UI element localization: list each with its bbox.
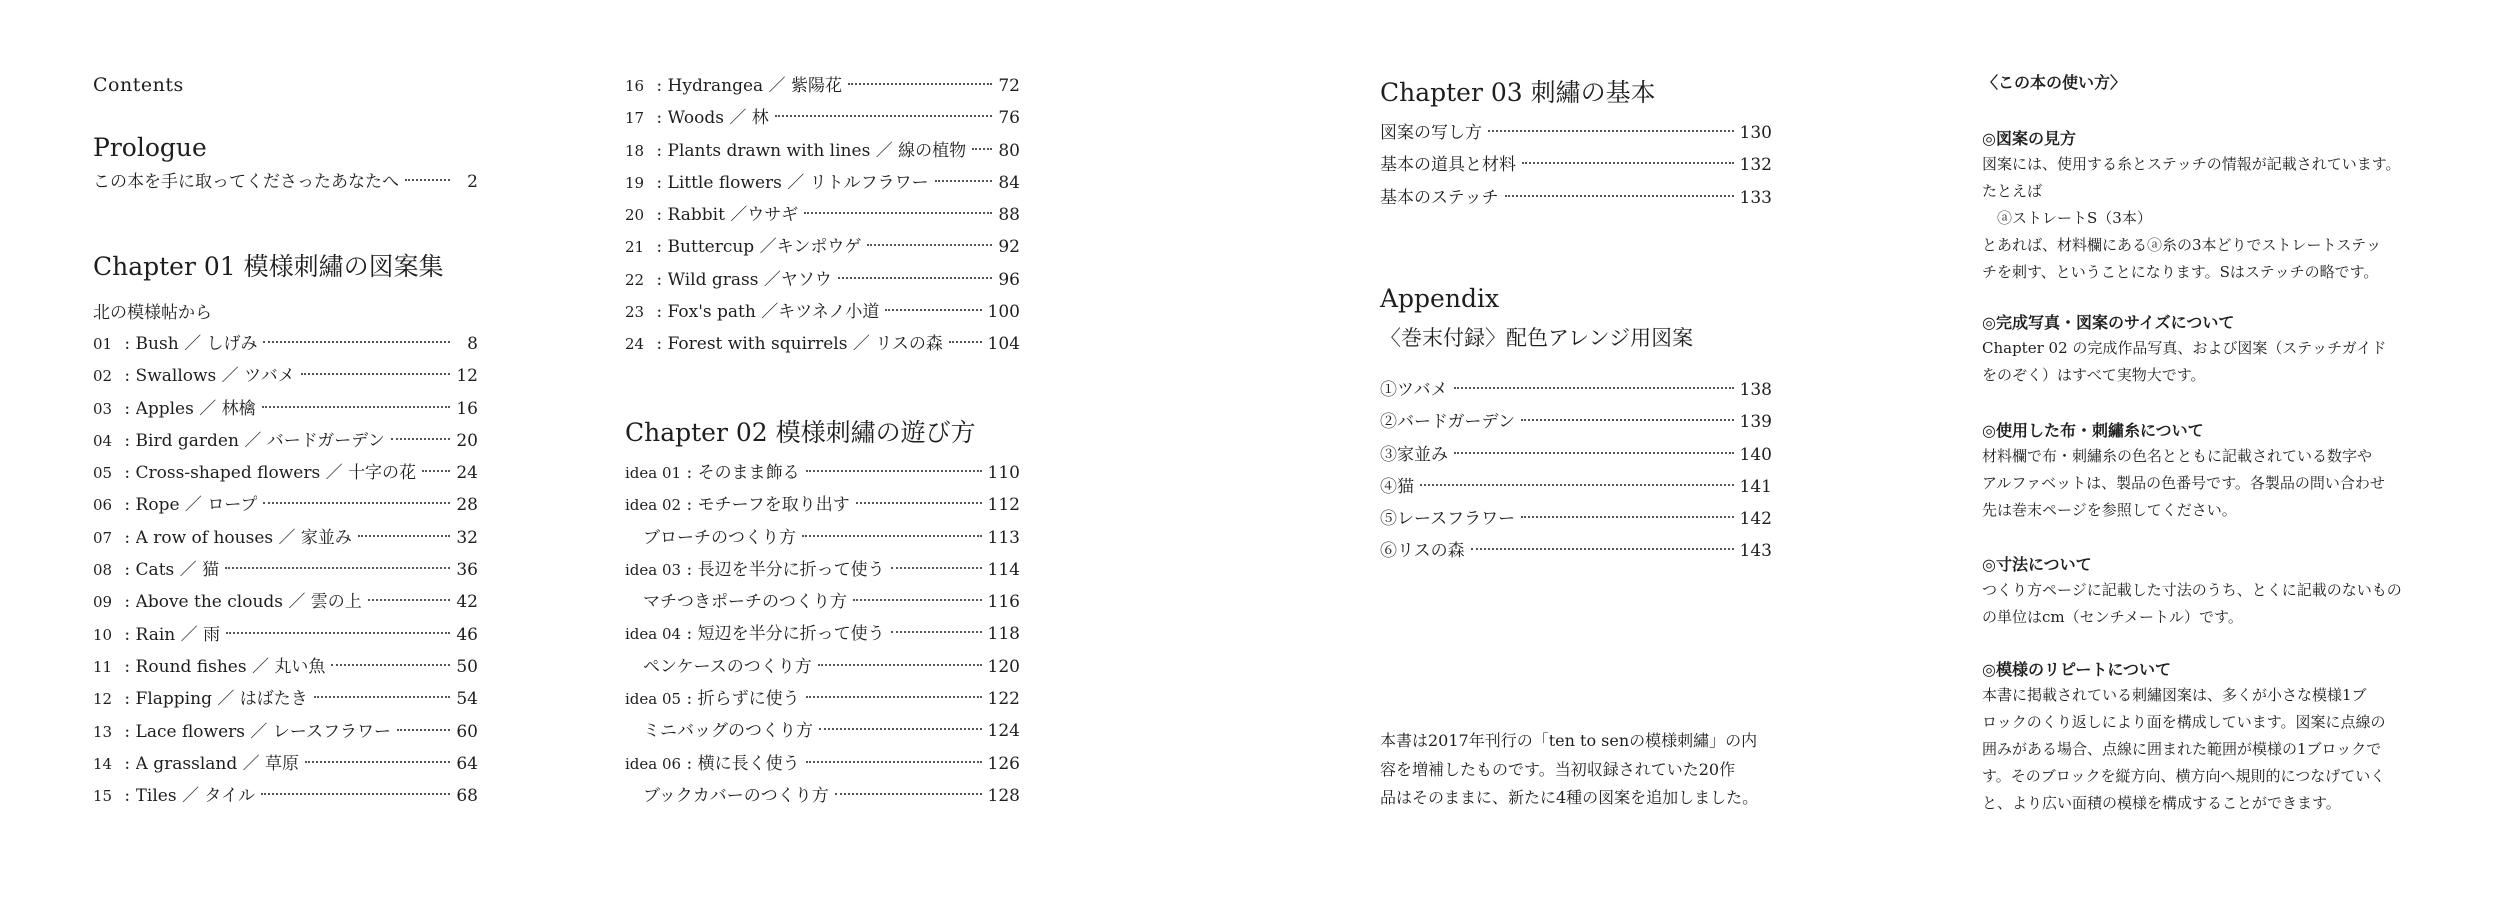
dot-leader	[972, 148, 992, 150]
body-line: つくり方ページに記載した寸法のうち、とくに記載のないもの	[1982, 581, 2402, 599]
toc-entry-title: Lace flowers ／ レースフラワー	[135, 721, 391, 742]
toc-entry-page: 16	[456, 398, 478, 419]
toc-entry-separator: :	[651, 334, 668, 355]
dot-leader	[1454, 387, 1734, 389]
dot-leader	[806, 470, 982, 472]
toc-entry-page: 54	[456, 689, 478, 710]
section-body-sizes	[1982, 335, 2422, 389]
toc-entry-title: Woods ／ 林	[667, 108, 769, 129]
toc-entry	[1380, 182, 1772, 214]
toc-entry-number: 06	[93, 496, 113, 515]
toc-entry	[93, 651, 478, 683]
toc-entry-page: 104	[987, 334, 1020, 355]
dot-leader	[301, 373, 450, 375]
body-line: をのぞく）はすべて実物大です。	[1982, 366, 2206, 384]
dot-leader	[802, 535, 982, 537]
dot-leader	[819, 728, 982, 730]
toc-entry-title: この本を手に取ってくださったあなたへ	[93, 172, 399, 192]
toc-entry-title: Flapping ／ はばたき	[135, 689, 308, 710]
toc-entry	[93, 780, 478, 812]
toc-entry-page: 80	[998, 140, 1020, 161]
toc-entry	[625, 554, 1020, 586]
toc-entry-title: Swallows ／ ツバメ	[135, 366, 295, 387]
toc-entry-page: 143	[1739, 541, 1772, 562]
toc-entry-page: 92	[998, 237, 1020, 258]
toc-entry-separator: :	[119, 689, 136, 710]
toc-entry-title: Fox's path ／キツネノ小道	[667, 302, 880, 323]
toc-entry-number: 23	[625, 303, 645, 322]
section-body-materials	[1982, 443, 2422, 524]
toc-entry-title: モチーフを取り出す	[697, 495, 850, 516]
toc-entry-number: 17	[625, 109, 645, 128]
toc-entry-number: idea 04	[625, 625, 682, 644]
toc-entry-title: そのまま飾る	[697, 463, 800, 483]
toc-entry	[93, 360, 478, 392]
dot-leader	[262, 406, 450, 408]
toc-entry-page: 138	[1739, 380, 1772, 400]
dot-leader	[838, 277, 992, 279]
toc-entry-page: 68	[456, 786, 478, 807]
dot-leader	[818, 664, 982, 666]
toc-entry	[93, 619, 478, 651]
chapter-03-list	[1380, 117, 1772, 214]
toc-entry-number: idea 06	[625, 754, 682, 773]
toc-entry-page: 8	[467, 334, 478, 354]
toc-entry-title: ②バードガーデン	[1380, 412, 1516, 433]
toc-entry	[93, 489, 478, 521]
toc-entry	[625, 715, 1020, 747]
edition-note-line: 品はそのままに、新たに4種の図案を追加しました。	[1380, 788, 1759, 808]
dot-leader	[775, 115, 992, 117]
toc-entry-page: 84	[998, 172, 1020, 193]
toc-entry	[625, 135, 1020, 167]
toc-entry-number: 24	[625, 335, 645, 354]
toc-entry-number: 13	[93, 722, 113, 741]
toc-entry-title: 図案の写し方	[1380, 123, 1482, 143]
dot-leader	[935, 180, 992, 182]
toc-entry	[625, 683, 1020, 715]
chapter-01-heading: Chapter 01 模様刺繡の図案集	[93, 252, 444, 281]
toc-entry-title: Apples ／ 林檎	[135, 398, 256, 419]
dot-leader	[1420, 484, 1734, 486]
body-line: す。そのブロックを縦方向、横方向へ規則的につなげていく	[1982, 767, 2386, 785]
body-line: の単位はcm（センチメートル）です。	[1982, 608, 2243, 626]
toc-entry-title: ①ツバメ	[1380, 380, 1448, 400]
body-line: ロックのくり返しにより面を構成しています。図案に点線の	[1982, 713, 2386, 731]
dot-leader	[263, 341, 450, 343]
chapter-01-subtitle: 北の模様帖から	[93, 303, 212, 323]
body-line: と、より広い面積の模様を構成することができます。	[1982, 794, 2341, 812]
dot-leader	[261, 793, 450, 795]
toc-entry-separator: :	[681, 753, 698, 774]
dot-leader	[848, 83, 992, 85]
toc-entry	[93, 425, 478, 457]
dot-leader	[1454, 452, 1734, 454]
toc-entry-separator: :	[119, 721, 136, 742]
toc-entry	[1380, 374, 1772, 406]
toc-entry-number: 16	[625, 77, 645, 95]
toc-entry-page: 113	[987, 527, 1020, 548]
toc-entry-number: 20	[625, 206, 645, 225]
toc-entry-title: ④猫	[1380, 476, 1414, 497]
toc-entry-title: Wild grass ／ヤソウ	[667, 269, 832, 290]
toc-entry-page: 133	[1739, 187, 1772, 208]
toc-entry-separator: :	[119, 786, 136, 807]
body-line: チを刺す、ということになります。Sはステッチの略です。	[1982, 263, 2379, 281]
dot-leader	[891, 567, 982, 569]
toc-entry-title: A row of houses ／ 家並み	[135, 527, 352, 548]
toc-entry-title: 折らずに使う	[697, 689, 800, 710]
dot-leader	[405, 179, 450, 181]
dot-leader	[806, 761, 982, 763]
body-line: アルファベットは、製品の色番号です。各製品の問い合わせ	[1982, 474, 2385, 492]
toc-entry-page: 126	[987, 753, 1020, 774]
toc-entry-number: 19	[625, 173, 645, 192]
section-heading-sizes: ◎完成写真・図案のサイズについて	[1982, 313, 2235, 332]
toc-entry-number: 10	[93, 625, 113, 644]
toc-entry-title: Rope ／ ロープ	[135, 495, 258, 516]
section-body-reading-patterns	[1982, 151, 2422, 286]
toc-entry-page: 96	[998, 269, 1020, 290]
toc-entry-title: ペンケースのつくり方	[643, 656, 812, 677]
toc-entry-page: 20	[456, 430, 478, 451]
toc-entry	[625, 651, 1020, 683]
toc-entry	[93, 586, 478, 618]
toc-entry-title: ⑥リスの森	[1380, 541, 1465, 562]
toc-entry	[1380, 471, 1772, 503]
toc-entry-title: Cats ／ 猫	[135, 560, 220, 581]
toc-entry	[93, 457, 478, 489]
toc-entry-number: 09	[93, 593, 113, 612]
dot-leader	[1505, 195, 1734, 197]
toc-entry-separator: :	[681, 624, 698, 645]
toc-entry-page: 112	[987, 495, 1020, 516]
toc-entry-page: 132	[1739, 155, 1772, 176]
contents-label: Contents	[93, 74, 184, 96]
toc-entry-title: ブローチのつくり方	[643, 527, 796, 548]
toc-entry	[625, 231, 1020, 263]
section-heading-repeats: ◎模様のリピートについて	[1982, 660, 2172, 679]
toc-entry-separator: :	[119, 527, 136, 548]
toc-entry-page: 24	[456, 463, 478, 484]
toc-entry-title: Buttercup ／キンポウゲ	[667, 237, 862, 258]
toc-entry-number: 12	[93, 690, 113, 709]
toc-entry-number: 21	[625, 238, 645, 257]
toc-entry-separator: :	[119, 334, 136, 354]
toc-entry	[625, 167, 1020, 199]
toc-entry-separator: :	[119, 430, 136, 451]
toc-entry	[93, 166, 478, 198]
toc-entry-page: 76	[998, 108, 1020, 129]
toc-entry-number: idea 01	[625, 464, 682, 482]
chapter-03-heading: Chapter 03 刺繡の基本	[1380, 78, 1656, 107]
toc-entry-title: ミニバッグのつくり方	[643, 721, 813, 742]
toc-entry	[625, 102, 1020, 134]
toc-entry	[625, 489, 1020, 521]
toc-entry-page: 88	[998, 205, 1020, 226]
toc-entry	[625, 328, 1020, 360]
toc-entry-separator: :	[119, 398, 136, 419]
toc-entry-page: 60	[456, 721, 478, 742]
section-body-repeats	[1982, 682, 2422, 817]
toc-entry	[1380, 149, 1772, 181]
toc-entry-number: 05	[93, 464, 113, 483]
dot-leader	[314, 696, 450, 698]
toc-entry-page: 72	[998, 76, 1020, 96]
dot-leader	[263, 502, 450, 504]
toc-entry-page: 50	[456, 656, 478, 677]
body-line: Chapter 02 の完成作品写真、および図案（ステッチガイド	[1982, 339, 2387, 357]
dot-leader	[804, 212, 992, 214]
toc-entry	[625, 522, 1020, 554]
toc-entry-page: 110	[987, 463, 1020, 483]
toc-entry	[93, 328, 478, 360]
dot-leader	[368, 599, 450, 601]
appendix-list	[1380, 374, 1772, 568]
dot-leader	[397, 729, 450, 731]
dot-leader	[226, 632, 450, 634]
toc-entry-title: 基本の道具と材料	[1380, 155, 1516, 176]
toc-entry-separator: :	[651, 205, 668, 226]
toc-entry-title: ⑤レースフラワー	[1380, 509, 1516, 530]
toc-entry-title: 横に長く使う	[697, 753, 800, 774]
prologue-heading: Prologue	[93, 133, 207, 162]
toc-entry-number: 22	[625, 270, 645, 289]
toc-entry-page: 122	[987, 689, 1020, 710]
toc-entry-number: 07	[93, 528, 113, 547]
body-line: 材料欄で布・刺繡糸の色名とともに記載されている数字や	[1982, 447, 2373, 465]
dot-leader	[867, 244, 992, 246]
how-to-use-title: 〈この本の使い方〉	[1982, 73, 2127, 92]
toc-entry-title: Above the clouds ／ 雲の上	[135, 592, 362, 613]
chapter-02-list	[625, 457, 1020, 812]
toc-entry	[93, 716, 478, 748]
toc-entry-title: ブックカバーのつくり方	[643, 785, 829, 806]
toc-entry-separator: :	[119, 656, 136, 677]
dot-leader	[1488, 130, 1734, 132]
dot-leader	[225, 567, 450, 569]
toc-entry	[625, 748, 1020, 780]
body-line: とあれば、材料欄にあるⓐ糸の3本どりでストレートステッ	[1982, 236, 2382, 254]
toc-entry-title: Bush ／ しげみ	[135, 334, 258, 354]
toc-entry-separator: :	[119, 753, 136, 774]
toc-entry-page: 114	[987, 559, 1020, 580]
dot-leader	[1521, 516, 1733, 518]
dot-leader	[885, 309, 981, 311]
body-line: ⓐストレートS（3本）	[1982, 209, 2152, 227]
toc-entry-title: ③家並み	[1380, 444, 1448, 465]
dot-leader	[331, 664, 450, 666]
toc-entry	[1380, 406, 1772, 438]
toc-entry	[625, 296, 1020, 328]
section-heading-dimensions: ◎寸法について	[1982, 555, 2092, 574]
body-line: たとえば	[1982, 182, 2043, 200]
toc-entry-separator: :	[651, 76, 668, 96]
toc-entry-page: 100	[987, 302, 1020, 323]
toc-entry-separator: :	[119, 463, 136, 484]
dot-leader	[358, 535, 450, 537]
toc-entry-number: 04	[93, 431, 113, 450]
toc-entry-page: 142	[1739, 509, 1772, 530]
dot-leader	[856, 502, 982, 504]
toc-entry-title: Hydrangea ／ 紫陽花	[667, 76, 842, 96]
toc-entry-number: 02	[93, 367, 113, 386]
toc-entry	[625, 264, 1020, 296]
toc-entry-separator: :	[119, 560, 136, 581]
toc-entry-title: 長辺を半分に折って使う	[697, 559, 885, 580]
toc-entry-separator: :	[681, 495, 698, 516]
toc-entry	[1380, 117, 1772, 149]
edition-note	[1380, 727, 1775, 813]
chapter-01-list-continued	[625, 70, 1020, 361]
toc-entry-title: A grassland ／ 草原	[135, 753, 300, 774]
toc-entry	[1380, 535, 1772, 567]
dot-leader	[806, 696, 982, 698]
toc-entry	[93, 393, 478, 425]
appendix-subtitle: 〈巻末付録〉配色アレンジ用図案	[1380, 326, 1694, 350]
toc-entry-page: 116	[987, 592, 1020, 613]
toc-entry-separator: :	[651, 140, 668, 161]
toc-entry-separator: :	[681, 463, 698, 483]
toc-entry-separator: :	[651, 237, 668, 258]
chapter-02-heading: Chapter 02 模様刺繡の遊び方	[625, 418, 976, 447]
toc-entry-number: 15	[93, 787, 113, 806]
body-line: 囲みがある場合、点線に囲まれた範囲が模様の1ブロックで	[1982, 740, 2382, 758]
toc-entry-title: マチつきポーチのつくり方	[643, 592, 847, 613]
dot-leader	[391, 438, 450, 440]
toc-entry-number: 18	[625, 141, 645, 160]
toc-entry-page: 42	[456, 592, 478, 613]
toc-entry-page: 128	[987, 785, 1020, 806]
toc-entry-number: idea 05	[625, 690, 682, 709]
toc-entry-title: Cross-shaped flowers ／ 十字の花	[135, 463, 416, 484]
body-line: 先は巻末ページを参照してください。	[1982, 501, 2237, 519]
toc-entry-separator: :	[119, 495, 136, 516]
toc-entry-title: Rain ／ 雨	[135, 624, 221, 645]
toc-entry	[625, 780, 1020, 812]
toc-entry-page: 2	[467, 172, 478, 192]
toc-entry	[93, 554, 478, 586]
toc-entry-separator: :	[651, 269, 668, 290]
toc-entry	[93, 683, 478, 715]
chapter-01-list	[93, 328, 478, 812]
dot-leader	[1522, 162, 1734, 164]
toc-entry-separator: :	[651, 108, 668, 129]
dot-leader	[422, 470, 450, 472]
appendix-heading: Appendix	[1380, 284, 1500, 313]
toc-entry-number: 08	[93, 561, 113, 580]
toc-entry	[625, 199, 1020, 231]
dot-leader	[835, 793, 982, 795]
toc-entry-page: 118	[987, 624, 1020, 645]
toc-entry	[625, 70, 1020, 102]
body-line: 本書に掲載されている刺繡図案は、多くが小さな模様1ブ	[1982, 686, 2367, 704]
toc-entry-number: idea 02	[625, 496, 682, 515]
toc-entry-title: Rabbit ／ウサギ	[667, 205, 799, 226]
dot-leader	[949, 341, 982, 343]
toc-entry-page: 64	[456, 753, 478, 774]
toc-entry-page: 139	[1739, 412, 1772, 433]
toc-entry-number: idea 03	[625, 560, 682, 579]
toc-entry-title: 基本のステッチ	[1380, 187, 1499, 208]
toc-entry-separator: :	[119, 366, 136, 387]
section-body-dimensions	[1982, 577, 2422, 631]
toc-entry-number: 14	[93, 754, 113, 773]
section-heading-reading-patterns: ◎図案の見方	[1982, 129, 2076, 148]
dot-leader	[891, 631, 982, 633]
toc-entry	[1380, 503, 1772, 535]
toc-entry-page: 141	[1739, 476, 1772, 497]
toc-entry	[1380, 439, 1772, 471]
toc-entry-title: Bird garden ／ バードガーデン	[135, 430, 385, 451]
toc-entry	[93, 748, 478, 780]
toc-entry-page: 36	[456, 560, 478, 581]
toc-entry-separator: :	[681, 559, 698, 580]
edition-note-line: 本書は2017年刊行の「ten to senの模様刺繡」の内	[1380, 731, 1758, 750]
toc-entry	[625, 618, 1020, 650]
toc-entry-title: Plants drawn with lines ／ 線の植物	[667, 140, 967, 161]
toc-entry	[625, 457, 1020, 489]
dot-leader	[853, 599, 982, 601]
toc-entry-page: 32	[456, 527, 478, 548]
toc-entry	[93, 522, 478, 554]
toc-entry-title: Little flowers ／ リトルフラワー	[667, 172, 929, 193]
toc-entry-title: 短辺を半分に折って使う	[697, 624, 885, 645]
prologue-list	[93, 166, 478, 198]
edition-note-line: 容を増補したものです。当初収録されていた20作	[1380, 759, 1736, 779]
body-line: 図案には、使用する糸とステッチの情報が記載されています。	[1982, 155, 2401, 173]
toc-entry-page: 28	[456, 495, 478, 516]
toc-entry-separator: :	[651, 172, 668, 193]
toc-entry-title: Round fishes ／ 丸い魚	[135, 656, 326, 677]
toc-entry-page: 120	[987, 656, 1020, 677]
toc-entry-title: Tiles ／ タイル	[135, 786, 256, 807]
toc-entry-separator: :	[119, 592, 136, 613]
toc-entry-separator: :	[119, 624, 136, 645]
toc-entry-page: 130	[1739, 123, 1772, 143]
toc-entry-separator: :	[681, 689, 698, 710]
dot-leader	[1471, 548, 1734, 550]
section-heading-materials: ◎使用した布・刺繡糸について	[1982, 421, 2204, 440]
toc-entry	[625, 586, 1020, 618]
toc-entry-page: 12	[456, 366, 478, 387]
toc-entry-number: 03	[93, 399, 113, 418]
toc-entry-page: 140	[1739, 444, 1772, 465]
toc-entry-page: 46	[456, 624, 478, 645]
dot-leader	[1521, 419, 1733, 421]
dot-leader	[305, 761, 450, 763]
toc-entry-number: 01	[93, 335, 113, 353]
toc-entry-title: Forest with squirrels ／ リスの森	[667, 334, 943, 355]
toc-entry-page: 124	[987, 721, 1020, 742]
toc-entry-separator: :	[651, 302, 668, 323]
toc-entry-number: 11	[93, 657, 113, 676]
